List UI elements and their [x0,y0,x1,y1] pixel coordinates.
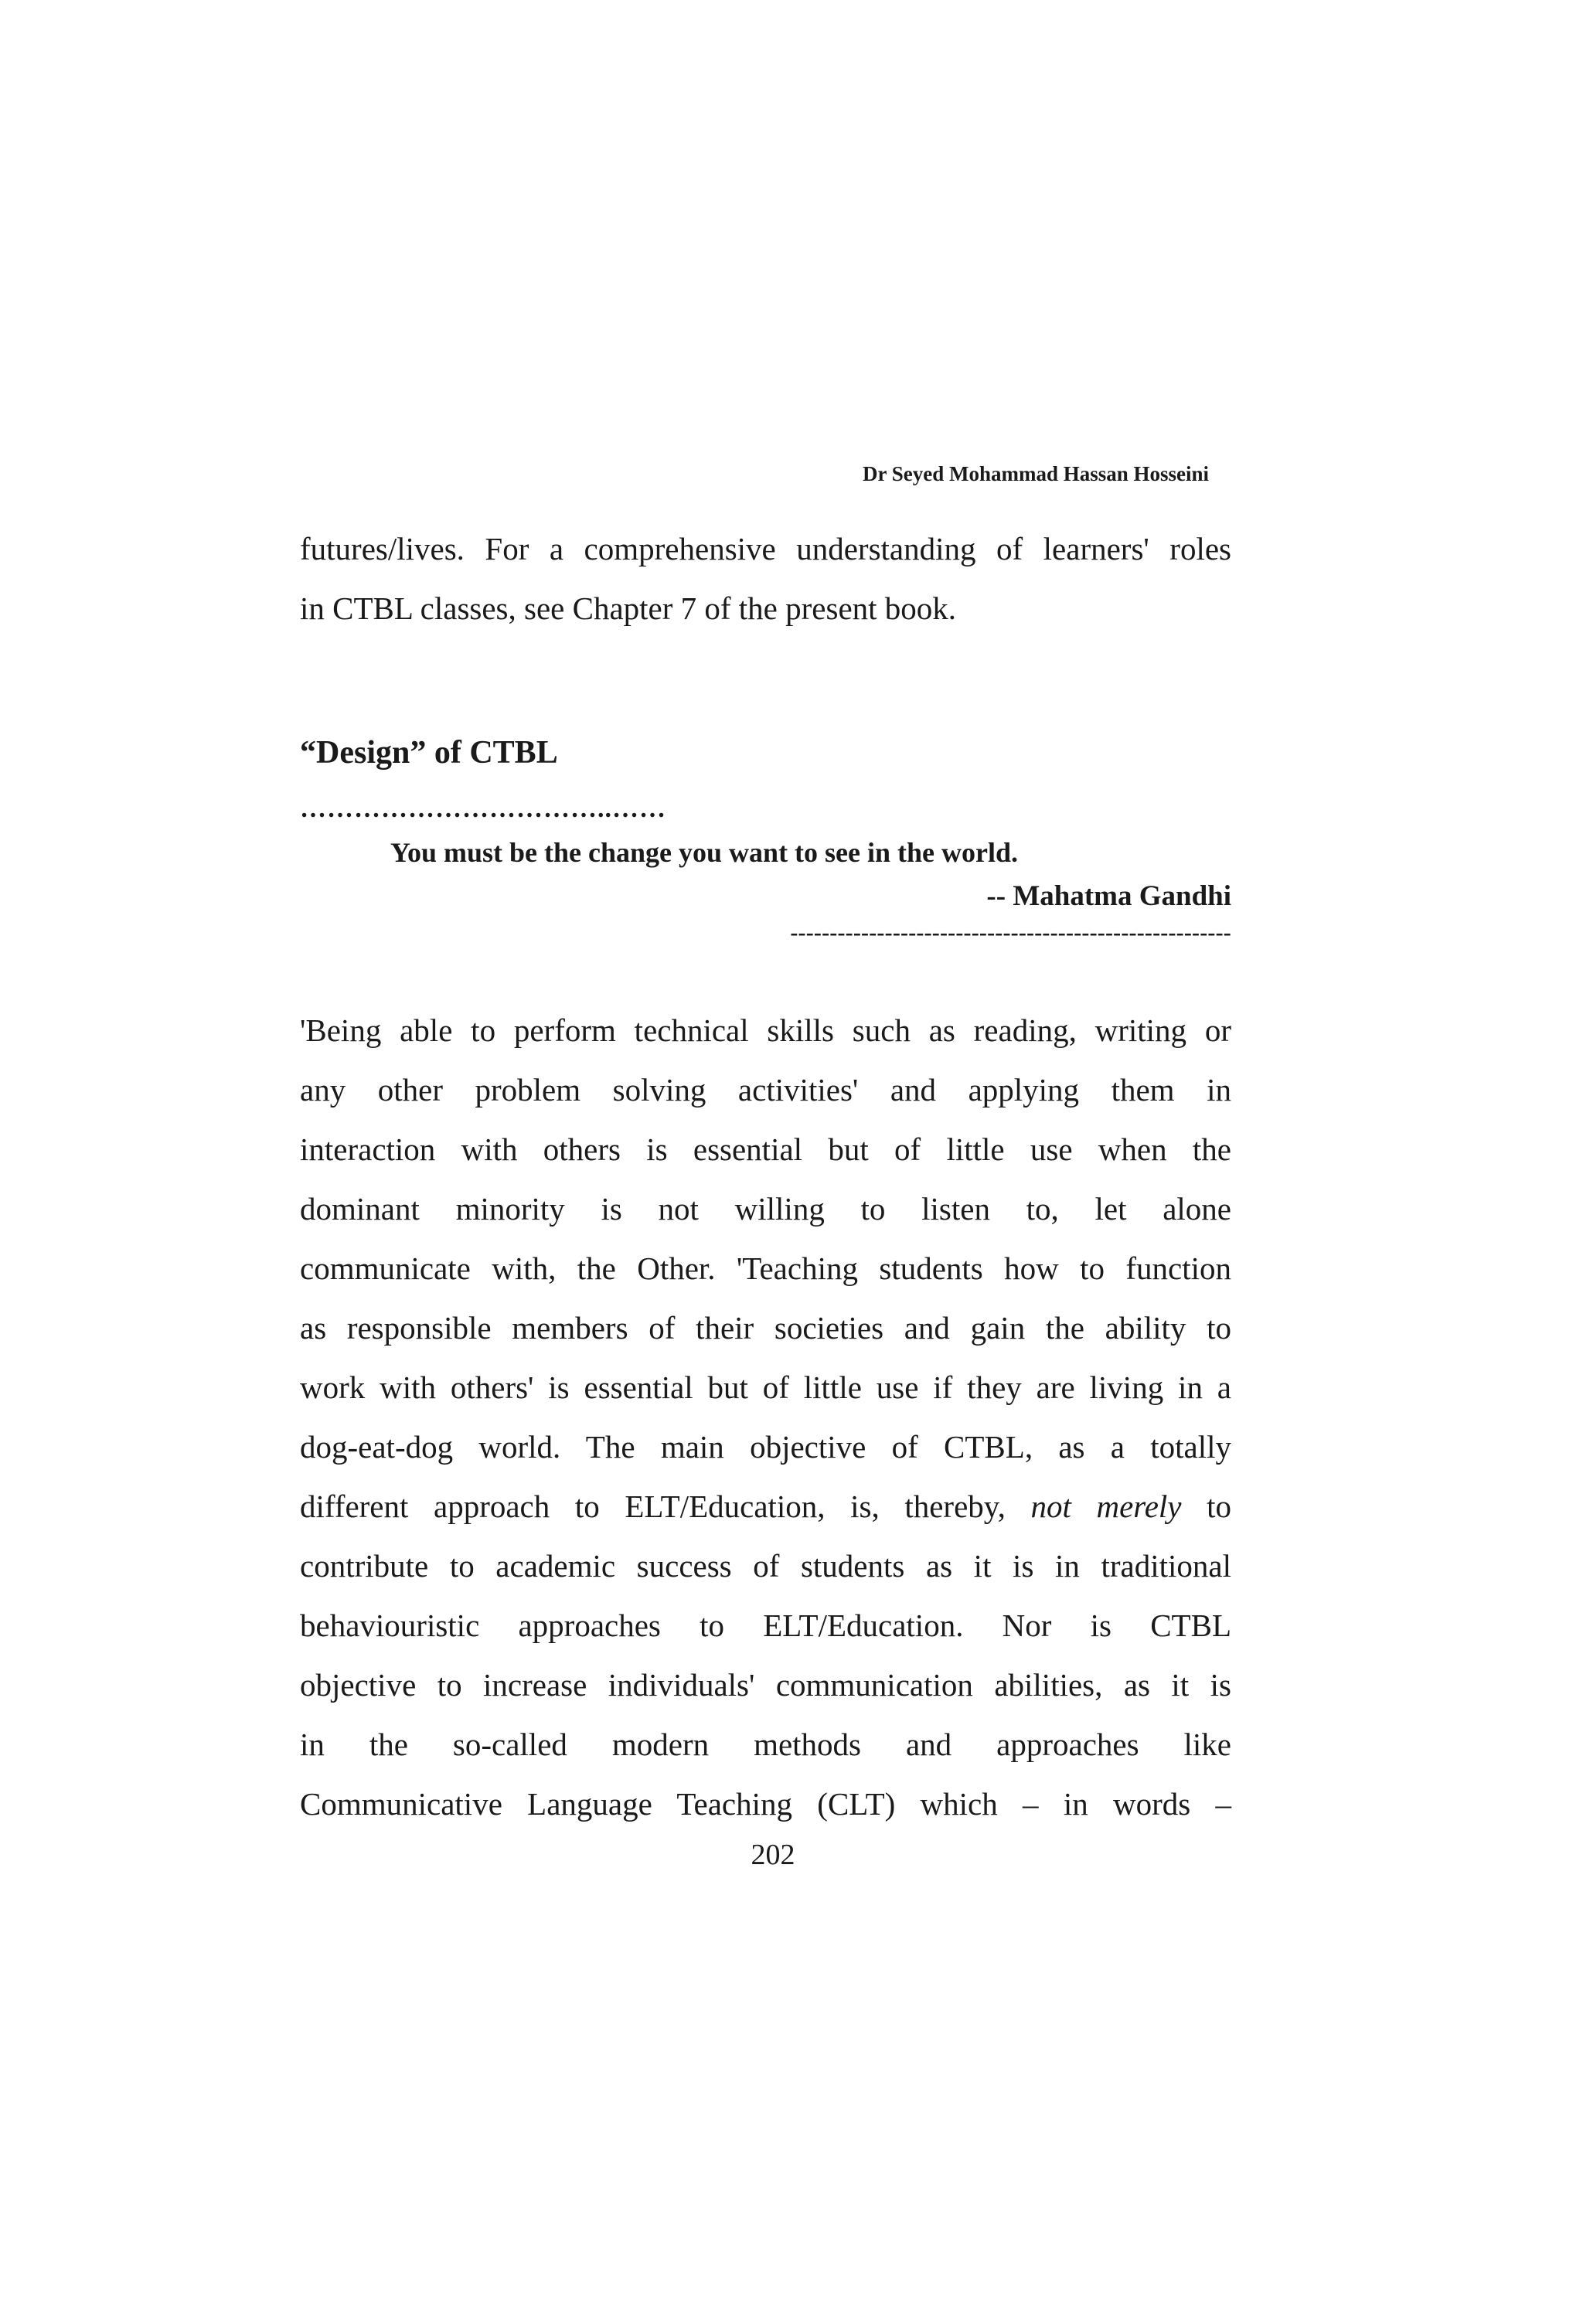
body-line: communicate with, the Other. 'Teaching students how to function [300,1250,1231,1286]
page-number: 202 [751,1839,795,1871]
body-line: interaction with others is essential but of little use when the [300,1131,1231,1167]
body-line: Communicative Language Teaching (CLT) which – in words – [300,1786,1231,1822]
body-line: contribute to academic success of students as it is in traditional [300,1548,1231,1584]
intro-line: futures/lives. For a comprehensive understanding of learners' roles [300,531,1231,567]
emphasis-text: not merely [1030,1489,1182,1524]
body-text: to [1207,1489,1232,1524]
body-line: dog-eat-dog world. The main objective of CTBL, as a totally [300,1429,1231,1465]
body-line: 'Being able to perform technical skills such as reading, writing or [300,1012,1231,1048]
body-line-with-emphasis [300,1477,1231,1536]
body-line: dominant minority is not willing to listen to, let alone [300,1191,1231,1227]
dashed-rule: -------------------------------------------------------- [790,920,1231,945]
body-paragraph [300,1001,1231,1834]
body-line: in the so-called modern methods and approaches like [300,1727,1231,1762]
intro-line: in CTBL classes, see Chapter 7 of the present book. [300,590,957,626]
body-text: different approach to ELT/Education, is, thereby, [300,1489,1006,1524]
section-heading: “Design” of CTBL [300,735,558,771]
body-line: behaviouristic approaches to ELT/Education. Nor is CTBL [300,1608,1231,1643]
epigraph-attribution: -- Mahatma Gandhi [986,880,1231,912]
epigraph-quote: You must be the change you want to see in the world. [390,837,1019,868]
body-line: any other problem solving activities' and applying them in [300,1072,1231,1108]
body-line: objective to increase individuals' communication abilities, as it is [300,1667,1231,1703]
running-header-author: Dr Seyed Mohammad Hassan Hosseini [862,462,1210,485]
body-line: work with others' is essential but of little use if they are living in a [300,1370,1231,1405]
body-line: as responsible members of their societies and gain the ability to [300,1310,1231,1346]
intro-paragraph [300,519,1231,638]
dotted-separator: ……………………………..…… [300,795,666,823]
